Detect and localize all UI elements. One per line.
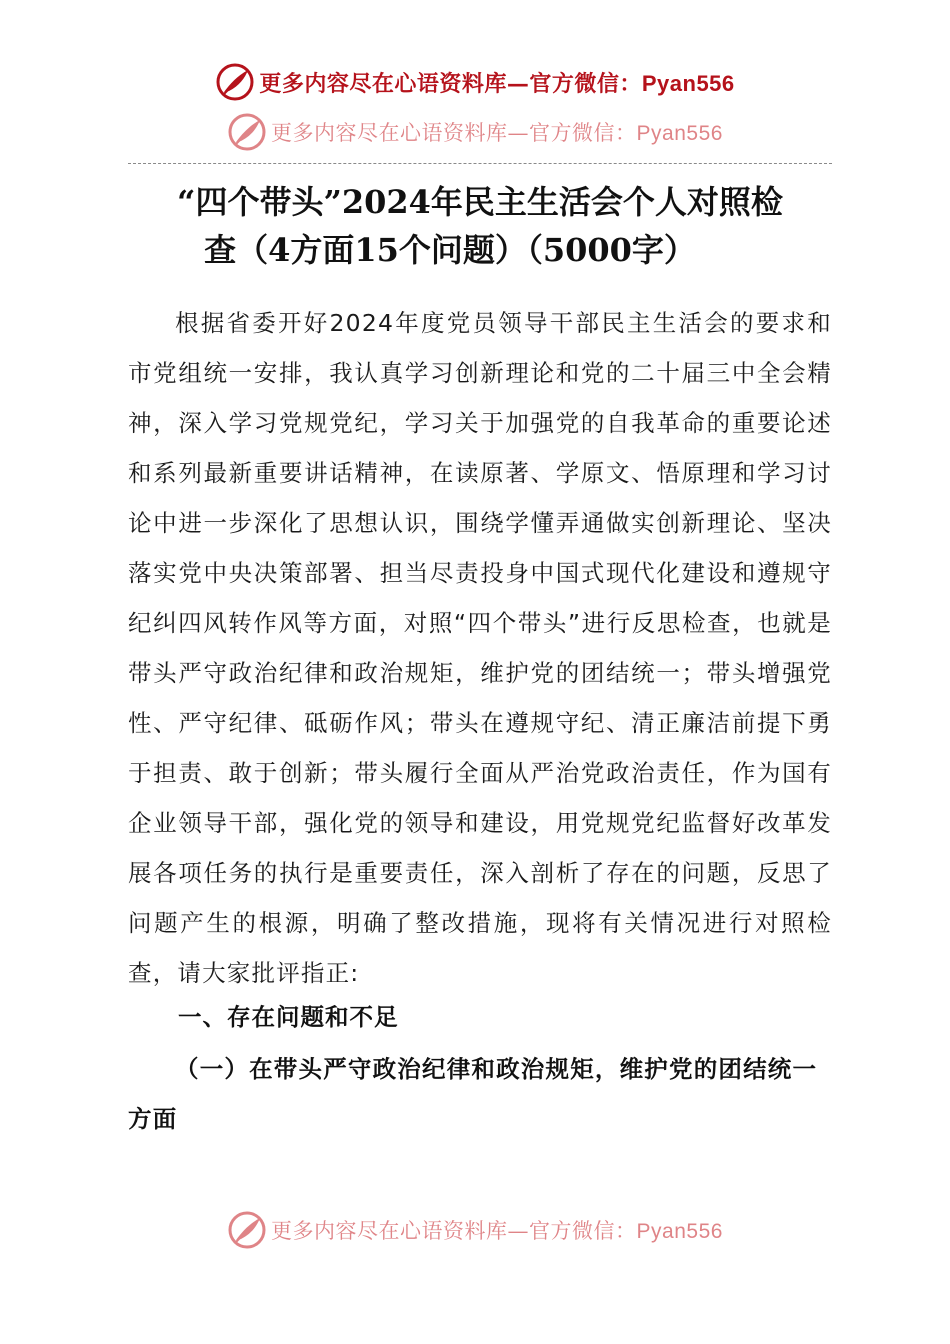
watermark-footer <box>0 1210 950 1250</box>
title-line-1: “四个带头”2024年民主生活会个人对照检 <box>177 183 783 221</box>
watermark-text: 更多内容尽在心语资料库—官方微信：Pyan556 <box>271 121 723 145</box>
document-body <box>128 298 832 998</box>
subsection-heading: （一）在带头严守政治纪律和政治规矩，维护党的团结统一方面 <box>128 1055 818 1133</box>
quill-logo-icon <box>227 112 267 152</box>
header-divider <box>128 163 832 164</box>
quill-logo-icon <box>215 62 255 102</box>
quill-logo-icon <box>227 1210 267 1250</box>
intro-paragraph: 根据省委开好2024年度党员领导干部民主生活会的要求和市党组统一安排，我认真学习创新理论和党的二十届三中全会精神，深入学习党规党纪，学习关于加强党的自我革命的重要论述和系列最新重要讲话精神，在读原著、学原文、悟原理和学习讨论中进一步深化了思想认识，围绕学懂弄通做实创新理论、坚决落实党中央决策部署、担当尽责投身中国式现代化建设和遵规守纪纠四风转作风等方面，对照“四个带头”进行反思检查，也就是带头严守政治纪律和政治规矩，维护党的团结统一；带头增强党性、严守纪律、砥砺作风；带头在遵规守纪、清正廉洁前提下勇于担责、敢于创新；带头履行全面从严治党政治责任，作为国有企业领导干部，强化党的领导和建设，用党规党纪监督好改革发展各项任务的执行是重要责任，深入剖析了存在的问题，反思了问题产生的根源，明确了整改措施，现将有关情况进行对照检查，请大家批评指正: <box>128 309 832 987</box>
watermark-text: 更多内容尽在心语资料库—官方微信：Pyan556 <box>259 70 735 97</box>
watermark-header-faded <box>0 112 950 152</box>
document-title <box>128 178 832 274</box>
watermark-text: 更多内容尽在心语资料库—官方微信：Pyan556 <box>271 1219 723 1243</box>
watermark-header <box>0 62 950 102</box>
section-heading: 一、存在问题和不足 <box>178 1003 399 1031</box>
title-line-2: 查（4方面15个问题）（5000字） <box>204 231 696 269</box>
